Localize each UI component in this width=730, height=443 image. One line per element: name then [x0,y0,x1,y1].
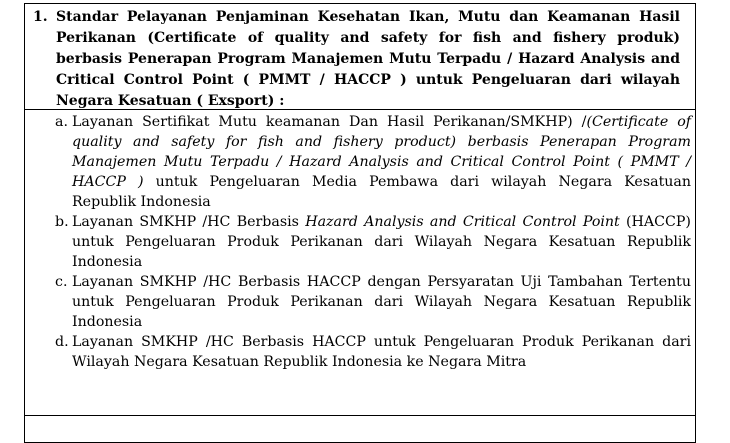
item-text-plain-2: untuk Pengeluaran Media Pembawa dari wilayah Negara Kesatuan Republik Indonesia [72,174,691,210]
section-body-cell [25,110,695,416]
list-item-d [55,332,691,372]
list-marker: c. [55,274,68,290]
list-item-text [72,212,691,272]
list-item-a [55,112,691,212]
item-text-plain: Layanan SMKHP /HC Berbasis HACCP untuk Pengeluaran Produk Perikanan dari Wilayah Negara Kesatuan Republik Indonesia ke Negara Mitra [72,334,691,370]
item-text-plain-2: (HACCP) untuk Pengeluaran Produk Perikanan dari Wilayah Negara Kesatuan Republik Indonesia [72,214,691,270]
list-marker: d. [55,334,69,350]
section-number: 1. [33,9,48,25]
list-marker: a. [55,114,68,130]
list-item-b [55,212,691,272]
section-header-cell [25,4,695,110]
list-item-text [72,112,691,212]
item-text-italic: (Certificate of quality and safety for fish and fishery product) berbasis Penerapan Program Manajemen Mutu Terpadu / Hazard Analysis and Critical Control Point ( PMMT / HACCP ) [72,114,691,190]
section-title: Standar Pelayanan Penjaminan Kesehatan Ikan, Mutu dan Keamanan Hasil Perikanan (Certificate of quality and safety for fish and fishery produk) berbasis Penerapan Program Manajemen Mutu Terpadu / Hazard Analysis and Critical Control Point ( PMMT / HACCP ) untuk Pengeluaran dari wilayah Negara Kesatuan ( Exsport) : [56,9,680,109]
item-text-plain: Layanan Sertifikat Mutu keamanan Dan Hasil Perikanan/SMKHP) / [72,114,587,130]
list-marker: b. [55,214,69,230]
item-text-italic: Hazard Analysis and Critical Control Point [305,214,620,230]
item-text-plain: Layanan SMKHP /HC Berbasis [72,214,306,230]
list-item-text [72,332,691,372]
list-item-text [72,272,691,332]
item-text-plain: Layanan SMKHP /HC Berbasis HACCP dengan Persyaratan Uji Tambahan Tertentu untuk Pengeluaran Produk Perikanan dari Wilayah Negara Kesatuan Republik Indonesia [72,274,691,330]
document-table [24,3,696,443]
list-item-c [55,272,691,332]
